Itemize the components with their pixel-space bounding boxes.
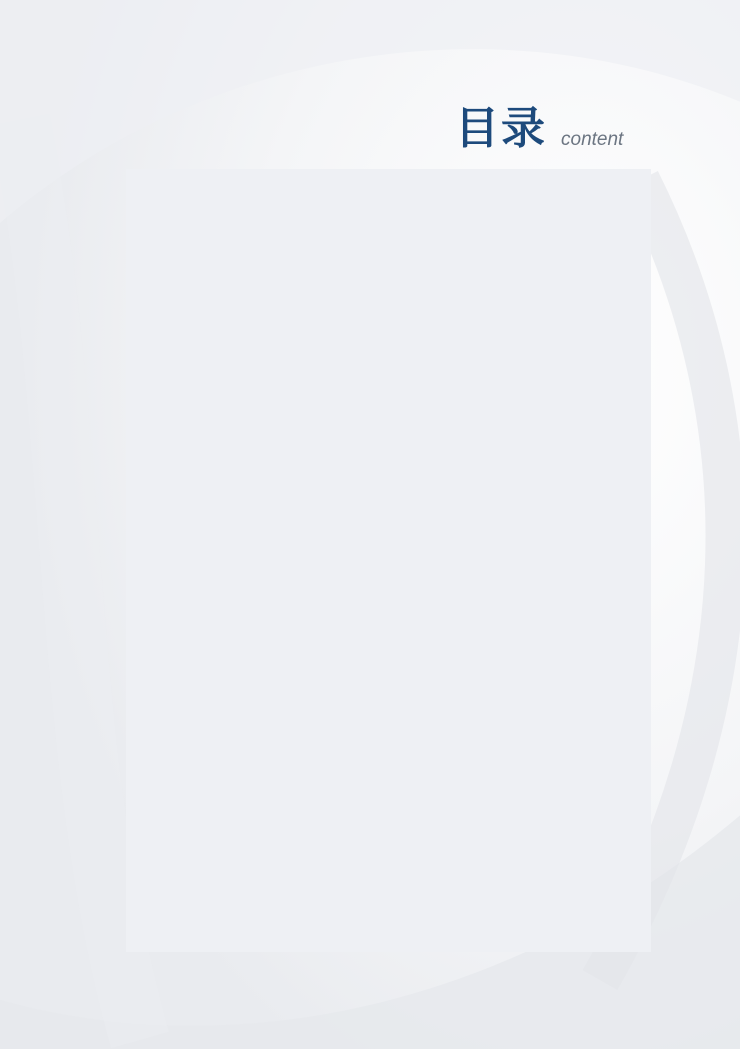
toc-title bbox=[455, 103, 623, 155]
title-main: 目录 bbox=[455, 103, 547, 154]
toc-panel bbox=[126, 169, 651, 952]
title-sub: content bbox=[561, 129, 624, 150]
